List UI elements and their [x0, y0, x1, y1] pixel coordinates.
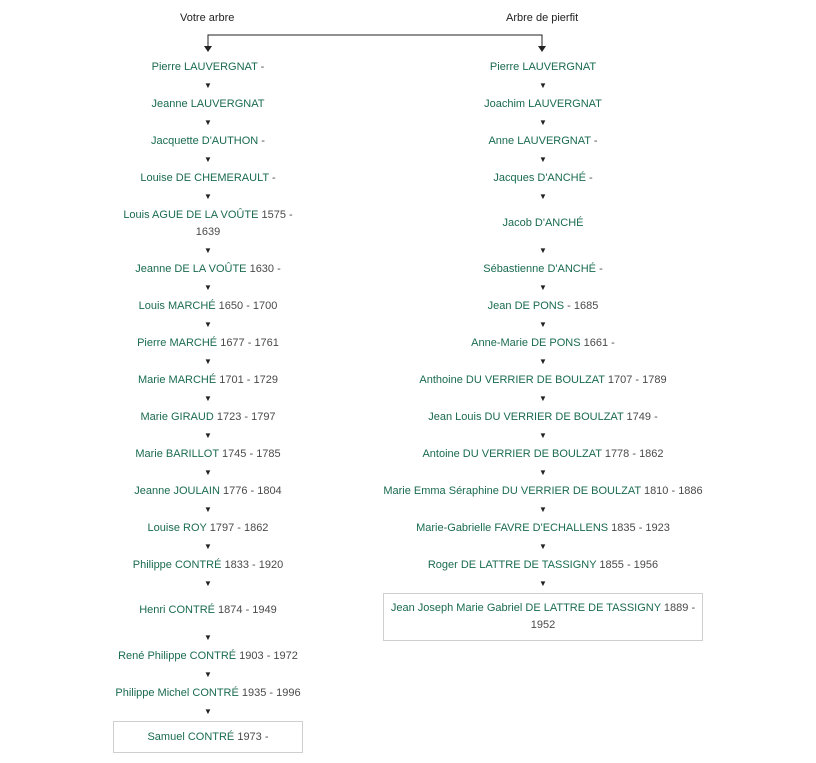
person-dates: 1630 - — [246, 262, 281, 275]
person-entry — [383, 96, 703, 113]
person-dates: 1903 - 1972 — [236, 649, 298, 662]
person-link[interactable]: Anne LAUVERGNAT — [488, 134, 591, 147]
right-person-5 — [383, 260, 703, 278]
person-dates: 1723 - 1797 — [213, 410, 276, 423]
person-entry — [113, 59, 303, 76]
person-entry — [113, 446, 303, 463]
left-person-15 — [113, 647, 303, 665]
person-link[interactable]: Louise DE CHEMERAULT — [140, 171, 269, 184]
person-dates: 1575 - 1639 — [195, 208, 293, 238]
person-link[interactable]: Jean Joseph Marie Gabriel DE LATTRE DE TASSIGNY — [390, 602, 661, 614]
person-dates: 1778 - 1862 — [601, 447, 664, 460]
person-entry — [383, 446, 703, 463]
person-entry — [120, 729, 296, 746]
down-arrow-icon: ▼ — [539, 579, 547, 588]
person-link[interactable]: Jacquette D'AUTHON — [151, 134, 259, 147]
down-arrow-icon: ▼ — [539, 394, 547, 403]
person-link[interactable]: Marie MARCHÉ — [137, 373, 217, 386]
person-entry — [113, 372, 303, 389]
header-pierfit-tree: Arbre de pierfit — [506, 12, 579, 24]
down-arrow-icon: ▼ — [539, 283, 547, 292]
down-arrow-icon: ▼ — [204, 707, 212, 716]
down-arrow-icon: ▼ — [204, 118, 212, 127]
person-entry — [383, 557, 703, 574]
person-dates: 1797 - 1862 — [206, 521, 269, 534]
right-person-12 — [383, 519, 703, 537]
left-person-9 — [113, 408, 303, 426]
person-link[interactable]: Antoine DU VERRIER DE BOULZAT — [422, 447, 602, 460]
person-dates: 1749 - — [623, 410, 658, 423]
down-arrow-icon: ▼ — [204, 542, 212, 551]
person-entry — [113, 648, 303, 665]
down-arrow-icon: ▼ — [539, 155, 547, 164]
person-link[interactable]: Marie GIRAUD — [140, 410, 214, 423]
person-link[interactable]: Jeanne JOULAIN — [134, 484, 220, 497]
down-arrow-icon: ▼ — [204, 283, 212, 292]
person-dates: 1835 - 1923 — [608, 521, 670, 534]
right-person-1 — [383, 95, 703, 113]
person-link[interactable]: Jacques D'ANCHÉ — [493, 171, 586, 184]
person-dates: 1810 - 1886 — [640, 484, 703, 497]
person-dates: - — [257, 60, 265, 73]
person-dates: 1701 - 1729 — [216, 373, 278, 386]
tree-connector — [0, 0, 816, 60]
right-person-6 — [383, 297, 703, 315]
person-dates: 1677 - 1761 — [217, 336, 279, 349]
right-person-14 — [383, 593, 703, 641]
person-link[interactable]: Louis MARCHÉ — [138, 299, 216, 312]
person-entry — [113, 96, 303, 113]
person-link[interactable]: Jean Louis DU VERRIER DE BOULZAT — [428, 410, 624, 423]
person-dates: 1889 - 1952 — [530, 602, 696, 631]
down-arrow-icon: ▼ — [204, 81, 212, 90]
person-entry — [113, 335, 303, 352]
person-link[interactable]: Samuel CONTRÉ — [147, 730, 235, 743]
person-link[interactable]: Pierre LAUVERGNAT — [151, 60, 258, 73]
person-dates: 1973 - — [234, 730, 269, 743]
left-person-4 — [113, 206, 303, 241]
person-dates: 1874 - 1949 — [215, 604, 277, 616]
right-person-11 — [383, 482, 703, 500]
left-person-6 — [113, 297, 303, 315]
person-link[interactable]: Pierre MARCHÉ — [137, 336, 218, 349]
person-dates: 1855 - 1956 — [596, 558, 659, 571]
person-entry — [383, 520, 703, 537]
left-person-13 — [113, 556, 303, 574]
down-arrow-icon: ▼ — [539, 320, 547, 329]
left-person-0 — [113, 58, 303, 76]
person-link[interactable]: Jeanne LAUVERGNAT — [151, 97, 265, 110]
person-link[interactable]: Joachim LAUVERGNAT — [484, 97, 602, 110]
person-entry — [383, 483, 703, 500]
down-arrow-icon: ▼ — [539, 246, 547, 255]
right-person-8 — [383, 371, 703, 389]
person-link[interactable]: Jacob D'ANCHÉ — [502, 217, 584, 229]
right-person-9 — [383, 408, 703, 426]
right-person-7 — [383, 334, 703, 352]
person-entry — [383, 409, 703, 426]
person-link[interactable]: Marie Emma Séraphine DU VERRIER DE BOULZAT — [383, 484, 641, 497]
down-arrow-icon: ▼ — [539, 81, 547, 90]
person-link[interactable]: Philippe Michel CONTRÉ — [115, 686, 239, 699]
person-link[interactable]: Jean DE PONS — [487, 299, 565, 312]
your-tree-column — [113, 58, 303, 753]
person-entry — [113, 602, 303, 619]
down-arrow-icon: ▼ — [204, 357, 212, 366]
person-link[interactable]: Pierre LAUVERGNAT — [489, 60, 597, 73]
person-dates: - — [258, 134, 265, 147]
person-entry — [113, 685, 303, 702]
down-arrow-icon: ▼ — [204, 505, 212, 514]
person-entry — [113, 409, 303, 426]
person-dates: 1776 - 1804 — [219, 484, 282, 497]
person-link[interactable]: Marie-Gabrielle FAVRE D'ECHALLENS — [416, 521, 609, 534]
person-dates: 1833 - 1920 — [221, 558, 284, 571]
down-arrow-icon: ▼ — [204, 468, 212, 477]
down-arrow-icon: ▼ — [539, 431, 547, 440]
left-person-10 — [113, 445, 303, 463]
left-person-5 — [113, 260, 303, 278]
person-entry — [383, 59, 703, 76]
left-person-2 — [113, 132, 303, 150]
right-person-10 — [383, 445, 703, 463]
down-arrow-icon: ▼ — [204, 670, 212, 679]
down-arrow-icon: ▼ — [204, 633, 212, 642]
person-dates: - — [590, 134, 598, 147]
person-link[interactable]: Roger DE LATTRE DE TASSIGNY — [427, 558, 597, 571]
down-arrow-icon: ▼ — [539, 468, 547, 477]
right-person-2 — [383, 132, 703, 150]
left-person-1 — [113, 95, 303, 113]
down-arrow-icon: ▼ — [539, 118, 547, 127]
person-entry — [113, 520, 303, 537]
person-link[interactable]: Louise ROY — [147, 521, 207, 534]
left-person-3 — [113, 169, 303, 187]
person-dates: - 1685 — [564, 299, 599, 312]
person-entry — [383, 298, 703, 315]
left-person-17 — [113, 721, 303, 753]
person-entry — [383, 170, 703, 187]
down-arrow-icon: ▼ — [539, 542, 547, 551]
left-person-16 — [113, 684, 303, 702]
left-person-12 — [113, 519, 303, 537]
down-arrow-icon: ▼ — [539, 505, 547, 514]
person-link[interactable]: Anthoine DU VERRIER DE BOULZAT — [419, 373, 605, 386]
person-entry — [113, 557, 303, 574]
down-arrow-icon: ▼ — [204, 431, 212, 440]
person-link[interactable]: Philippe CONTRÉ — [132, 558, 222, 571]
down-arrow-icon: ▼ — [204, 320, 212, 329]
person-link[interactable]: René Philippe CONTRÉ — [118, 649, 237, 662]
person-entry — [113, 483, 303, 500]
down-arrow-icon: ▼ — [204, 246, 212, 255]
person-entry — [113, 133, 303, 150]
left-person-8 — [113, 371, 303, 389]
person-entry — [390, 600, 696, 634]
left-person-7 — [113, 334, 303, 352]
person-dates: 1650 - 1700 — [215, 299, 278, 312]
person-entry — [113, 170, 303, 187]
person-dates: - — [585, 171, 593, 184]
person-link[interactable]: Louis AGUE DE LA VOÛTE — [123, 208, 259, 221]
person-entry — [113, 298, 303, 315]
person-link[interactable]: Anne-Marie DE PONS — [471, 336, 581, 349]
person-entry — [383, 335, 703, 352]
left-person-11 — [113, 482, 303, 500]
down-arrow-icon: ▼ — [204, 155, 212, 164]
down-arrow-icon: ▼ — [539, 357, 547, 366]
right-person-4 — [383, 206, 703, 241]
person-entry — [383, 133, 703, 150]
down-arrow-icon: ▼ — [204, 579, 212, 588]
person-dates: 1661 - — [580, 336, 615, 349]
person-dates: 1745 - 1785 — [218, 447, 281, 460]
pierfit-tree-column — [383, 58, 703, 641]
right-person-13 — [383, 556, 703, 574]
down-arrow-icon: ▼ — [539, 192, 547, 201]
person-entry — [383, 372, 703, 389]
person-entry — [113, 207, 303, 241]
down-arrow-icon: ▼ — [204, 192, 212, 201]
person-entry — [383, 215, 703, 232]
person-entry — [383, 261, 703, 278]
right-person-3 — [383, 169, 703, 187]
person-dates: 1935 - 1996 — [238, 686, 301, 699]
person-dates: - — [268, 171, 276, 184]
left-person-14 — [113, 593, 303, 628]
down-arrow-icon: ▼ — [204, 394, 212, 403]
person-link[interactable]: Jeanne DE LA VOÛTE — [135, 262, 247, 275]
person-link[interactable]: Marie BARILLOT — [135, 447, 219, 460]
person-dates: - — [596, 262, 603, 275]
header-your-tree: Votre arbre — [180, 12, 235, 24]
person-dates: 1707 - 1789 — [604, 373, 667, 386]
right-person-0 — [383, 58, 703, 76]
person-link[interactable]: Henri CONTRÉ — [139, 604, 215, 616]
person-entry — [113, 261, 303, 278]
person-link[interactable]: Sébastienne D'ANCHÉ — [483, 262, 597, 275]
